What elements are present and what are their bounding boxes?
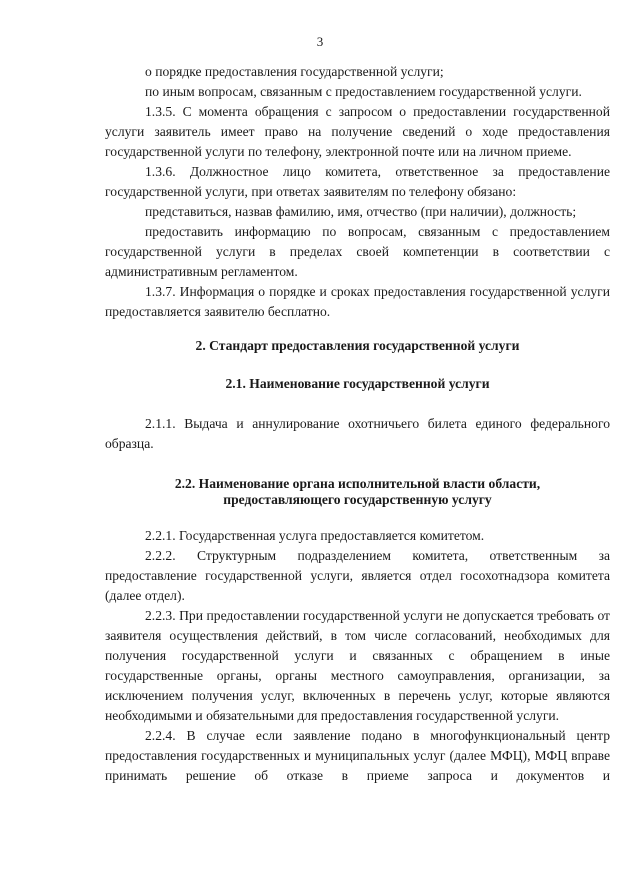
subsection-heading-line-1: 2.2. Наименование органа исполнительной власти области, xyxy=(174,476,541,491)
paragraph-2-2-1: 2.2.1. Государственная услуга предоставляется комитетом. xyxy=(145,528,485,543)
document-body xyxy=(105,62,610,786)
section-heading-2: 2. Стандарт предоставления государственной услуги xyxy=(195,338,520,353)
paragraph: по иным вопросам, связанным с предоставлением государственной услуги. xyxy=(145,84,582,99)
page-number: 3 xyxy=(316,34,324,49)
paragraph: предоставить информацию по вопросам, связанным с предоставлением государственной услуги в пределах своей компетенции в соответствии с административным регламентом. xyxy=(105,224,610,279)
subsection-heading-2-2 xyxy=(105,476,610,508)
paragraph-1-3-5: 1.3.5. С момента обращения с запросом о предоставлении государственной услуги заявитель имеет право на получение сведений о ходе предоставления государственной услуги по телефону, электронной почте или на личном приеме. xyxy=(105,104,610,159)
subsection-heading-2-1: 2.1. Наименование государственной услуги xyxy=(225,376,490,391)
paragraph-2-1-1: 2.1.1. Выдача и аннулирование охотничьего билета единого федерального образца. xyxy=(105,416,610,451)
paragraph-2-2-2: 2.2.2. Структурным подразделением комитета, ответственным за предоставление государственной услуги, является отдел госохотнадзора комитета (далее отдел). xyxy=(105,548,610,603)
paragraph-1-3-7: 1.3.7. Информация о порядке и сроках предоставления государственной услуги предоставляется заявителю бесплатно. xyxy=(105,284,610,319)
paragraph-1-3-6: 1.3.6. Должностное лицо комитета, ответственное за предоставление государственной услуги, при ответах заявителям по телефону обязано: xyxy=(105,164,610,199)
paragraph: представиться, назвав фамилию, имя, отчество (при наличии), должность; xyxy=(145,204,577,219)
paragraph: о порядке предоставления государственной услуги; xyxy=(145,64,444,79)
paragraph-2-2-4: 2.2.4. В случае если заявление подано в многофункциональный центр предоставления государственных и муниципальных услуг (далее МФЦ), МФЦ вправе принимать решение об отказе в приеме запроса и документов и xyxy=(105,728,610,783)
paragraph-2-2-3: 2.2.3. При предоставлении государственной услуги не допускается требовать от заявителя осуществления действий, в том числе согласований, необходимых для получения государственной услуги и связанных с обращением в иные государственные органы, органы местного самоуправления, организации, за исключением получения услуг, включенных в перечень услуг, которые являются необходимыми и обязательными для предоставления государственной услуги. xyxy=(105,608,610,723)
subsection-heading-line-2: предоставляющего государственную услугу xyxy=(223,492,492,507)
